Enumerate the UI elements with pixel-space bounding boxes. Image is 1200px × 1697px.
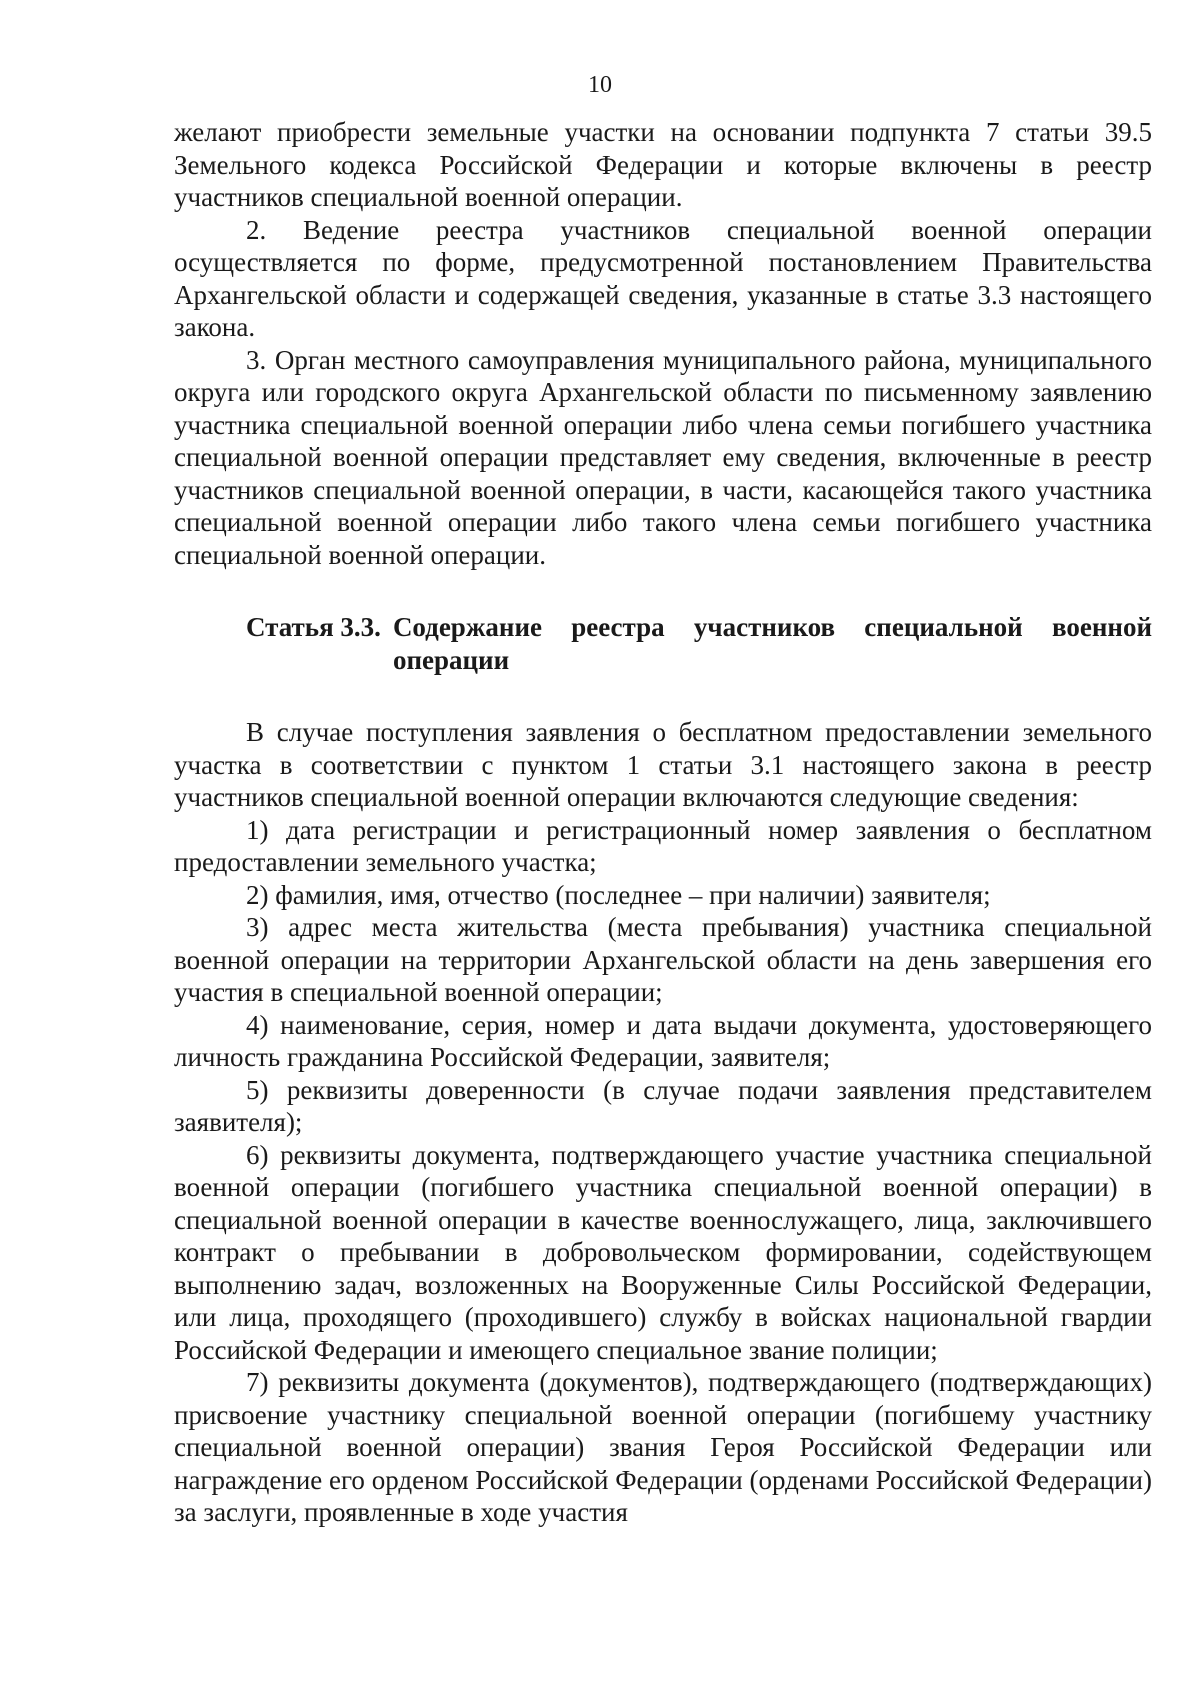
paragraph-item-3: 3. Орган местного самоуправления муниципального района, муниципального округа или городского округа Архангельской области по письменному заявлению участника специальной военной операции либо члена семьи погибшего участника специальной военной операции представляет ему сведения, включенные в реестр участников специальной военной операции, в части, касающейся такого участника специальной военной операции либо такого члена семьи погибшего участника специальной военной операции. <box>174 344 1152 570</box>
article-number: Статья 3.3. <box>246 612 381 642</box>
article-heading <box>174 611 1152 676</box>
list-item-6: 6) реквизиты документа, подтверждающего участие участника специальной военной операции (погибшего участника специальной военной операции) в специальной военной операции в качестве военнослужащего, лица, заключившего контракт о пребывании в добровольческом формировании, содействующем выполнению задач, возложенных на Вооруженные Силы Российской Федерации, или лица, проходящего (проходившего) службу в войсках национальной гвардии Российской Федерации и имеющего специальное звание полиции; <box>174 1139 1152 1365</box>
list-item-2: 2) фамилия, имя, отчество (последнее – при наличии) заявителя; <box>246 879 991 910</box>
list-item-7: 7) реквизиты документа (документов), подтверждающего (подтверждающих) присвоение участнику специальной военной операции (погибшему участнику специальной военной операции) звания Героя Российской Федерации или награждение его орденом Российской Федерации (орденами Российской Федерации) за заслуги, проявленные в ходе участия <box>174 1367 1152 1527</box>
article-title: Содержание реестра участников специальной военной операции <box>392 612 1152 675</box>
article-intro-paragraph: В случае поступления заявления о бесплатном предоставлении земельного участка в соответствии с пунктом 1 статьи 3.1 настоящего закона в реестр участников специальной военной операции включаются следующие сведения: <box>174 717 1152 812</box>
page-number: 10 <box>588 72 612 98</box>
list-item-1: 1) дата регистрации и регистрационный номер заявления о бесплатном предоставлении земельного участка; <box>174 814 1152 877</box>
list-item-4: 4) наименование, серия, номер и дата выдачи документа, удостоверяющего личность гражданина Российской Федерации, заявителя; <box>174 1009 1152 1072</box>
paragraph-item-2: 2. Ведение реестра участников специальной военной операции осуществляется по форме, предусмотренной постановлением Правительства Архангельской области и содержащей сведения, указанные в статье 3.3 настоящего закона. <box>174 214 1152 342</box>
paragraph-continuation: желают приобрести земельные участки на основании подпункта 7 статьи 39.5 Земельного кодекса Российской Федерации и которые включены в реестр участников специальной военной операции. <box>174 117 1152 212</box>
list-item-3: 3) адрес места жительства (места пребывания) участника специальной военной операции на территории Архангельской области на день завершения его участия в специальной военной операции; <box>174 912 1152 1007</box>
list-item-5: 5) реквизиты доверенности (в случае подачи заявления представителем заявителя); <box>174 1074 1152 1137</box>
document-body <box>174 116 1152 1529</box>
